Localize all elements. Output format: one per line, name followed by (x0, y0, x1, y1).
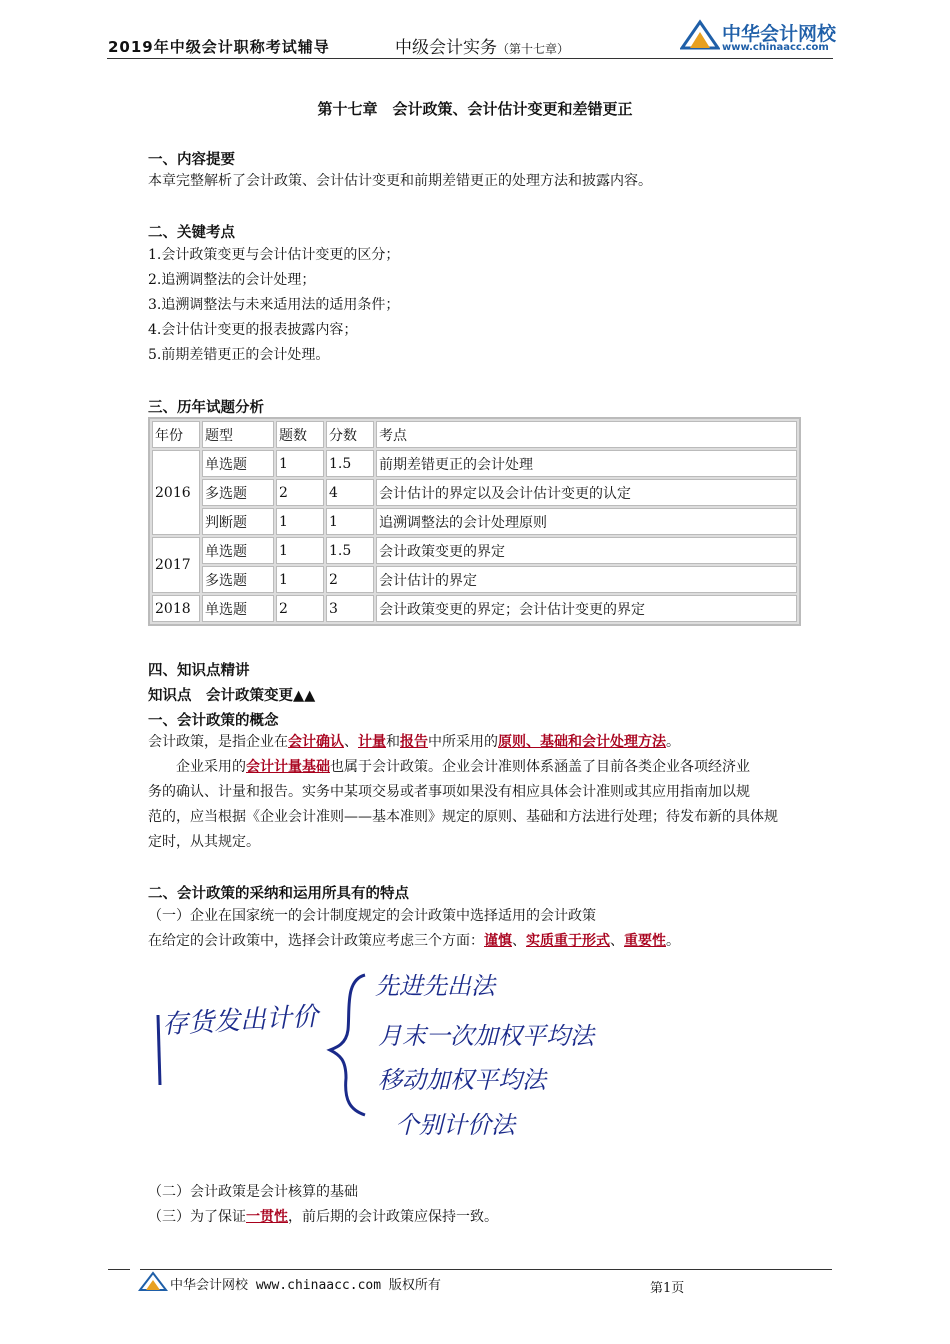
table-header-row (152, 421, 797, 448)
point-cell: 会计估计的界定以及会计估计变更的认定 (376, 479, 797, 506)
table-row (152, 595, 797, 622)
type-cell: 单选题 (202, 450, 274, 477)
year-cell: 2018 (152, 595, 200, 622)
table-row (152, 479, 797, 506)
point-cell: 会计政策变更的界定 (376, 537, 797, 564)
logo-icon (680, 18, 720, 52)
score-cell: 1.5 (326, 450, 374, 477)
handwritten-note (150, 960, 610, 1150)
score-cell: 2 (326, 566, 374, 593)
count-cell: 1 (276, 508, 324, 535)
key-point: 4.会计估计变更的报表披露内容； (148, 322, 358, 338)
column-header: 题数 (276, 421, 324, 448)
point-cell: 会计政策变更的界定；会计估计变更的界定 (376, 595, 797, 622)
footer-divider (140, 1269, 832, 1270)
key-point: 5.前期差错更正的会计处理。 (148, 347, 330, 363)
section-4-heading: 四、知识点精讲 (148, 663, 250, 679)
type-cell: 多选题 (202, 479, 274, 506)
point-cell: 会计估计的界定 (376, 566, 797, 593)
page-number: 第1页 (650, 1281, 685, 1296)
column-header: 分数 (326, 421, 374, 448)
year-cell: 2016 (152, 450, 200, 535)
header-divider (107, 58, 833, 59)
section-3-heading: 三、历年试题分析 (148, 400, 264, 416)
column-header: 题型 (202, 421, 274, 448)
count-cell: 1 (276, 537, 324, 564)
score-cell: 1.5 (326, 537, 374, 564)
table-row (152, 450, 797, 477)
column-header: 考点 (376, 421, 797, 448)
paragraph-policy-definition: 会计政策，是指企业在会计确认、计量和报告中所采用的原则、基础和会计处理方法。 (148, 734, 680, 750)
type-cell: 判断题 (202, 508, 274, 535)
type-cell: 单选题 (202, 537, 274, 564)
section-1-text: 本章完整解析了会计政策、会计估计变更和前期差错更正的处理方法和披露内容。 (148, 173, 652, 189)
header-chapter: （第十七章） (497, 42, 570, 56)
logo-url: www.chinaacc.com (722, 42, 829, 53)
handwritten-item: 移动加权平均法 (378, 1066, 546, 1094)
logo-name: 中华会计网校 (722, 23, 837, 45)
count-cell: 2 (276, 595, 324, 622)
table-row (152, 537, 797, 564)
count-cell: 1 (276, 566, 324, 593)
handwritten-item: 个别计价法 (395, 1111, 515, 1139)
section-2-heading: 二、关键考点 (148, 225, 235, 241)
subsection-heading: 一、会计政策的概念 (148, 713, 279, 729)
paragraph-measurement-basis: 企业采用的会计计量基础也属于会计政策。企业会计准则体系涵盖了目前各类企业各项经济业 务的确认、计量和报告。实务中某项交易或者事项如果没有相应具体会计准则或其应用指南加以规 范的，应当根据《企业会计准则——基本准则》规定的原则、基础和方法进行处理；待发布新的具体规 定时，从其规定。 (148, 759, 778, 850)
point-cell: 前期差错更正的会计处理 (376, 450, 797, 477)
footer-logo-icon (138, 1270, 168, 1292)
key-point: 3.追溯调整法与未来适用法的适用条件； (148, 297, 400, 313)
score-cell: 4 (326, 479, 374, 506)
subsection-heading: 二、会计政策的采纳和运用所具有的特点 (148, 886, 409, 902)
header-course-title: 2019年中级会计职称考试辅导 (108, 38, 330, 56)
point-2: （二）会计政策是会计核算的基础 (148, 1184, 358, 1200)
handwritten-item: 先进先出法 (375, 972, 495, 1000)
key-point: 2.追溯调整法的会计处理； (148, 272, 316, 288)
section-1-heading: 一、内容提要 (148, 152, 235, 168)
table-row (152, 566, 797, 593)
key-point: 1.会计政策变更与会计估计变更的区分； (148, 247, 400, 263)
handwritten-label: 存货发出计价 (161, 1001, 319, 1041)
count-cell: 2 (276, 479, 324, 506)
knowledge-point-title: 知识点 会计政策变更▲▲ (148, 688, 316, 704)
score-cell: 3 (326, 595, 374, 622)
footer-copyright: 中华会计网校 www.chinaacc.com 版权所有 (170, 1278, 441, 1293)
count-cell: 1 (276, 450, 324, 477)
column-header: 年份 (152, 421, 200, 448)
point-3: （三）为了保证一贯性，前后期的会计政策应保持一致。 (148, 1209, 498, 1225)
footer-divider (108, 1269, 130, 1270)
point-1: （一）企业在国家统一的会计制度规定的会计政策中选择适用的会计政策 (148, 908, 596, 924)
score-cell: 1 (326, 508, 374, 535)
type-cell: 单选题 (202, 595, 274, 622)
handwritten-item: 月末一次加权平均法 (378, 1022, 594, 1050)
exam-history-table (148, 417, 801, 626)
document-title: 第十七章 会计政策、会计估计变更和差错更正 (317, 100, 633, 118)
type-cell: 多选题 (202, 566, 274, 593)
paragraph-selection-factors: 在给定的会计政策中，选择会计政策应考虑三个方面：谨慎、实质重于形式、重要性。 (148, 933, 680, 949)
year-cell: 2017 (152, 537, 200, 593)
table-row (152, 508, 797, 535)
header-subject: 中级会计实务（第十七章） (395, 38, 570, 58)
point-cell: 追溯调整法的会计处理原则 (376, 508, 797, 535)
